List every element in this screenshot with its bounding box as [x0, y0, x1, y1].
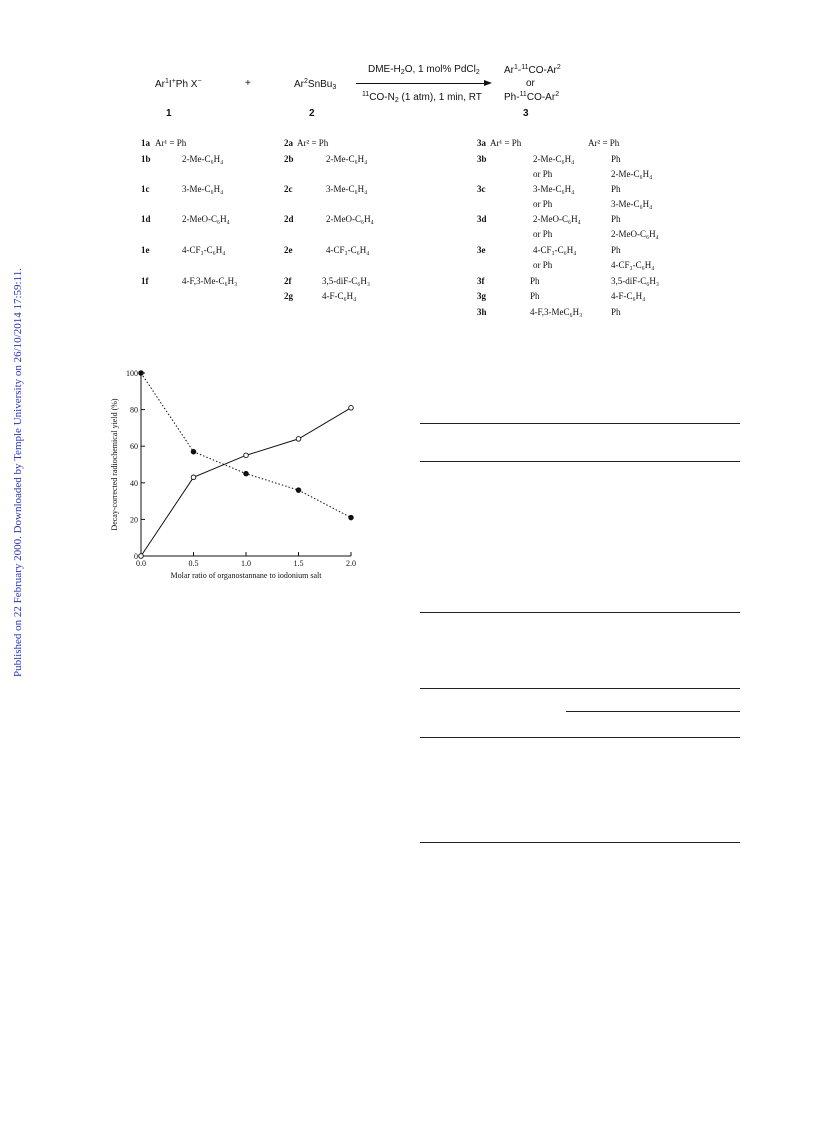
conditions-top: DME-$H_2O$, 1 mol% PdCl$_2$ — [368, 64, 480, 76]
compound-desc: 4-CF₃-C₆H₄ — [326, 245, 370, 255]
y-axis-label: Decay-corrected radiochemical yield (%) — [110, 398, 119, 531]
data-point — [244, 453, 249, 458]
x-axis-label: Molar ratio of organostannane to iodonium salt — [170, 571, 322, 580]
table-rule — [420, 612, 740, 613]
y-tick-label: 0 — [134, 552, 138, 561]
compound-desc-a: Ph — [530, 291, 540, 301]
y-tick-label: 40 — [130, 478, 138, 488]
table-rule — [420, 737, 740, 738]
x-tick-label: 0.5 — [188, 559, 199, 568]
compound-id: 3h — [477, 307, 487, 317]
compound-desc-b: 3,5-diF-C₆H₃ — [611, 276, 660, 286]
compound-desc-a: or Ph — [533, 229, 553, 239]
compound-desc-a: or Ph — [533, 260, 553, 270]
compound-desc-b: 4-F-C₆H₄ — [611, 291, 646, 301]
compound-id: 1f — [141, 276, 149, 286]
compound-id: 1d — [141, 214, 151, 224]
compound-id: 3d — [477, 214, 487, 224]
compound-id: 1e — [141, 245, 150, 255]
compound-id: 2g — [284, 291, 293, 301]
data-point — [244, 471, 249, 476]
compound-id: 3a — [477, 138, 486, 148]
y-tick-label: 80 — [130, 405, 138, 415]
compound-number-2: 2 — [309, 108, 315, 119]
x-tick-label: 1.0 — [241, 559, 251, 568]
compound-desc-b: Ph — [611, 307, 621, 317]
compound-id: 1b — [141, 154, 151, 164]
compound-desc: Ar² = Ph — [297, 138, 329, 148]
table-rule — [420, 688, 740, 689]
data-point — [349, 515, 354, 520]
x-tick-label: 1.5 — [293, 559, 304, 568]
product-option-2: Ph-$^{11}$CO-Ar$^2$ — [504, 91, 560, 103]
compound-desc-b: 3-Me-C₆H₄ — [611, 199, 653, 209]
compound-desc-a: 2-MeO-C₆H₄ — [533, 214, 581, 224]
series-line — [141, 408, 351, 556]
data-point — [296, 488, 301, 493]
compound-desc: 2-Me-C₆H₄ — [326, 154, 368, 164]
compound-desc-b: Ph — [611, 214, 621, 224]
data-point — [191, 449, 196, 454]
product-or: or — [526, 78, 535, 89]
compound-id: 3e — [477, 245, 486, 255]
compound-id: 2b — [284, 154, 294, 164]
compound-id: 2a — [284, 138, 293, 148]
reactant-stannane: $Ar^2SnBu_3$ — [294, 78, 337, 91]
table-rule — [420, 461, 740, 462]
compound-desc-a: Ph — [530, 276, 540, 286]
product-option-1: Ar$^1$-$^{11}$CO-Ar$^2$ — [504, 64, 561, 76]
conditions-bottom: $^{11}CO-N_2$ (1 atm), 1 min, RT — [362, 91, 482, 104]
reaction-arrow — [356, 83, 486, 84]
y-tick-label: 100 — [126, 369, 138, 378]
compound-desc-a: 3-Me-C₆H₄ — [533, 184, 575, 194]
compound-desc: Ar¹ = Ph — [155, 138, 187, 148]
compound-desc-b: 4-CF₃-C₆H₄ — [611, 260, 655, 270]
table-rule — [420, 423, 740, 424]
compound-desc-b: Ph — [611, 184, 621, 194]
compound-id: 2e — [284, 245, 293, 255]
plus-sign: + — [245, 78, 251, 89]
compound-id: 3f — [477, 276, 485, 286]
compound-id: 2c — [284, 184, 293, 194]
compound-desc-a: 2-Me-C₆H₄ — [533, 154, 575, 164]
compound-desc-a: Ar¹ = Ph — [490, 138, 522, 148]
compound-desc-b: Ph — [611, 245, 621, 255]
compound-id: 1c — [141, 184, 150, 194]
compound-desc-a: 4-F,3-MeC₆H₃ — [530, 307, 583, 317]
data-point — [139, 554, 144, 559]
x-tick-label: 0.0 — [136, 559, 146, 568]
compound-desc: 4-F-C₆H₄ — [322, 291, 357, 301]
data-point — [296, 437, 301, 442]
compound-desc: 2-MeO-C₆H₄ — [182, 214, 230, 224]
compound-number-3: 3 — [523, 108, 529, 119]
compound-desc-b: 2-MeO-C₆H₄ — [611, 229, 659, 239]
data-point — [191, 475, 196, 480]
compound-id: 2d — [284, 214, 294, 224]
compound-desc: 2-Me-C₆H₄ — [182, 154, 224, 164]
compound-id: 2f — [284, 276, 292, 286]
compound-desc: 3,5-diF-C₆H₃ — [322, 276, 371, 286]
compound-desc: 2-MeO-C₆H₄ — [326, 214, 374, 224]
compound-desc-a: or Ph — [533, 169, 553, 179]
table-rule — [420, 842, 740, 843]
compound-id: 3g — [477, 291, 486, 301]
compound-desc-b: 2-Me-C₆H₄ — [611, 169, 653, 179]
data-point — [349, 405, 354, 410]
download-watermark: Published on 22 February 2000. Downloaded by Temple University on 26/10/2014 17:59:11. — [12, 268, 24, 677]
compound-desc: 4-F,3-Me-C₆H₃ — [182, 276, 238, 286]
y-tick-label: 60 — [130, 442, 138, 452]
compound-desc: 3-Me-C₆H₄ — [326, 184, 368, 194]
compound-number-1: 1 — [166, 108, 172, 119]
y-tick-label: 20 — [130, 515, 138, 525]
reactant-iodonium: Ar$^1$I+Ph X− — [155, 78, 202, 90]
compound-desc: 4-CF₃-C₆H₄ — [182, 245, 226, 255]
yield-chart — [100, 360, 380, 600]
table-rule — [566, 711, 740, 712]
compound-id: 1a — [141, 138, 150, 148]
compound-desc-a: 4-CF₃-C₆H₄ — [533, 245, 577, 255]
data-point — [139, 371, 144, 376]
compound-desc-b: Ar² = Ph — [588, 138, 620, 148]
compound-desc-a: or Ph — [533, 199, 553, 209]
series-line — [141, 373, 351, 518]
compound-desc-b: Ph — [611, 154, 621, 164]
reaction-arrow-head — [484, 80, 492, 86]
x-tick-label: 2.0 — [346, 559, 356, 568]
compound-id: 3c — [477, 184, 486, 194]
compound-desc: 3-Me-C₆H₄ — [182, 184, 224, 194]
compound-id: 3b — [477, 154, 487, 164]
